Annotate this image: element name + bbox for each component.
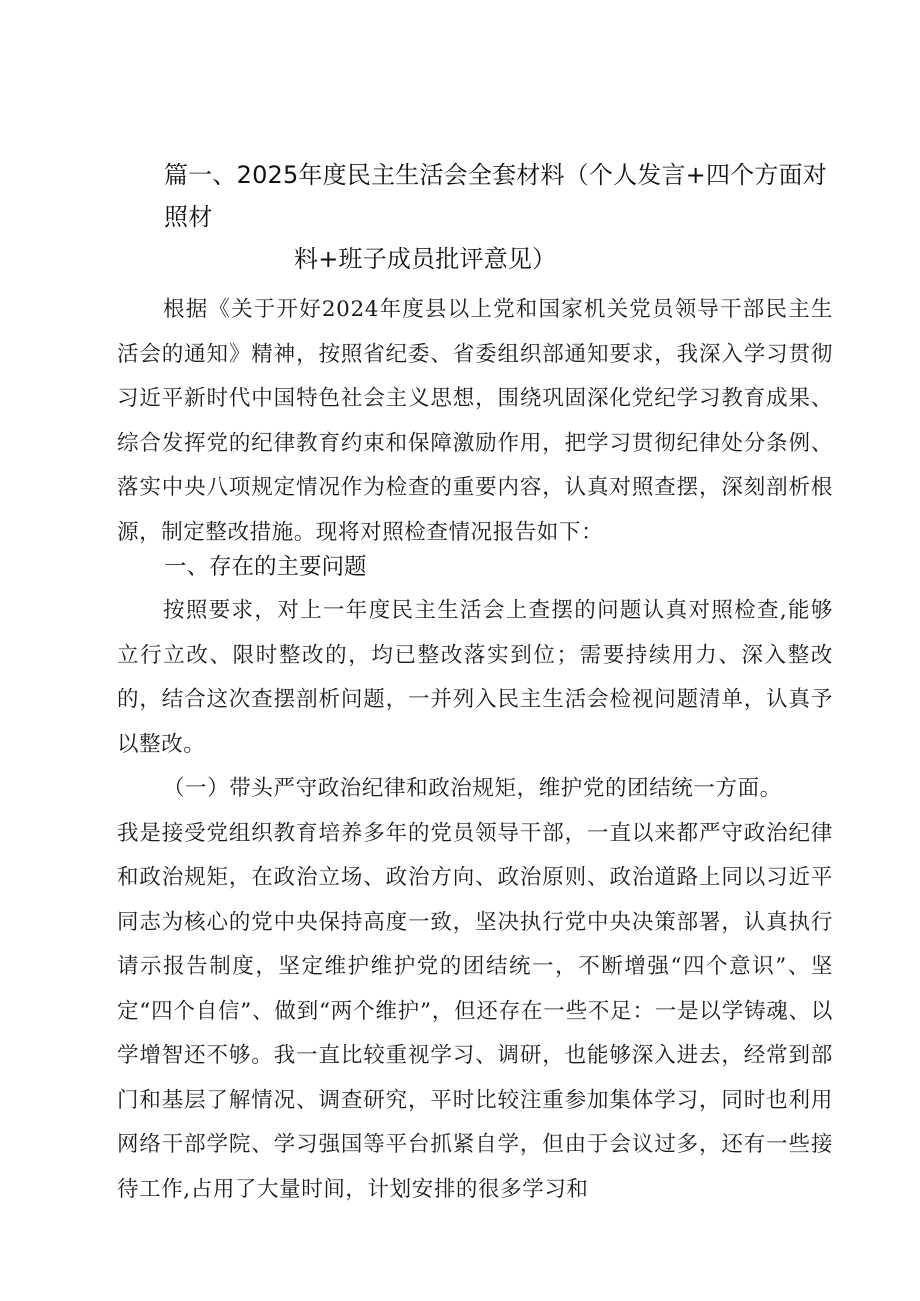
document-title xyxy=(164,154,844,280)
section-heading: 一、存在的主要问题 xyxy=(164,554,367,580)
title-line-1: 篇一、2025年度民主生活会全套材料（个人发言+四个方面对照材 xyxy=(164,161,827,231)
subsection-block xyxy=(117,767,833,1212)
subsection-paragraph: 我是接受党组织教育培养多年的党员领导干部，一直以来都严守政治纪律和政治规矩，在政治立场、政治方向、政治原则、政治道路上同以习近平同志为核心的党中央保持高度一致，坚决执行党中央决策部署，认真执行请示报告制度，坚定维护维护党的团结统一，不断增强“四个意识”、坚定“四个自信”、做到“两个维护”，但还存在一些不足：一是以学铸魂、以学增智还不够。我一直比较重视学习、调研，也能够深入进去，经常到部门和基层了解情况、调查研究，平时比较注重参加集体学习，同时也利用网络干部学院、学习强国等平台抓紧自学，但由于会议过多，还有一些接待工作,占用了大量时间，计划安排的很多学习和 xyxy=(117,820,833,1202)
subsection-heading: （一）带头严守政治纪律和政治规矩，维护党的团结统一方面。 xyxy=(163,776,782,801)
section-paragraph: 按照要求，对上一年度民主生活会上查摆的问题认真对照检查,能够立行立改、限时整改的，均已整改落实到位；需要持续用力、深入整改的，结合这次查摆剖析问题，一并列入民主生活会检视问题清单，认真予以整改。 xyxy=(117,598,833,757)
title-line-2: 料+班子成员批评意见） xyxy=(294,245,557,273)
intro-paragraph: 根据《关于开好2024年度县以上党和国家机关党员领导干部民主生活会的通知》精神，按照省纪委、省委组织部通知要求，我深入学习贯彻习近平新时代中国特色社会主义思想，围绕巩固深化党纪学习教育成果、综合发挥党的纪律教育约束和保障激励作用，把学习贯彻纪律处分条例、落实中央八项规定情况作为检查的重要内容，认真对照查摆，深刻剖析根源，制定整改措施。现将对照检查情况报告如下： xyxy=(117,297,833,545)
